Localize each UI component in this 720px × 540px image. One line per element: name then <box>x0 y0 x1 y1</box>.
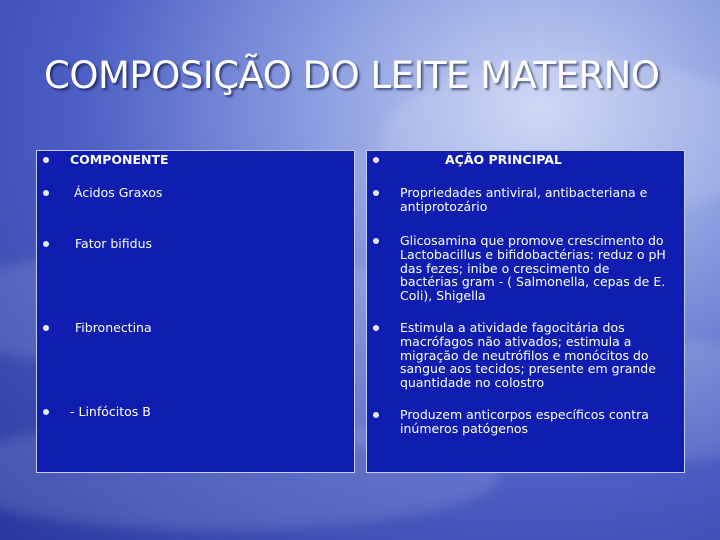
action-description: Estimula a atividade fagocitária dos macrófagos não ativados; estimula a migração de neutrófilos e monócitos do sangue aos tecidos; presente em grande quantidade no colostro <box>400 320 656 391</box>
bullet-icon <box>373 325 379 331</box>
action-description: Propriedades antiviral, antibacteriana e antiprotozário <box>400 185 648 214</box>
action-description: Produzem anticorpos específicos contra inúmeros patógenos <box>400 407 649 436</box>
bullet-icon <box>43 409 49 415</box>
action-description: Glicosamina que promove crescimento do Lactobacillus e bifidobactérias: reduz o pH das fezes; inibe o crescimento de bactérias gram - ( Salmonella, cepas de E. Coli), Shigella <box>400 233 666 304</box>
bullet-icon <box>43 241 49 247</box>
bullet-icon <box>43 157 49 163</box>
action-panel <box>366 150 685 473</box>
component-name: Ácidos Graxos <box>74 185 163 200</box>
bullet-icon <box>43 190 49 196</box>
component-name: Fibronectina <box>75 320 152 335</box>
bullet-icon <box>43 325 49 331</box>
bullet-icon <box>373 238 379 244</box>
component-name: Fator bifidus <box>75 236 153 251</box>
component-name: - Linfócitos B <box>70 404 151 419</box>
component-panel <box>36 150 355 473</box>
slide-title: COMPOSIÇÃO DO LEITE MATERNO <box>44 54 660 97</box>
bullet-icon <box>373 157 379 163</box>
component-header: COMPONENTE <box>70 152 169 167</box>
action-header: AÇÃO PRINCIPAL <box>445 152 562 167</box>
bullet-icon <box>373 190 379 196</box>
bullet-icon <box>373 412 379 418</box>
